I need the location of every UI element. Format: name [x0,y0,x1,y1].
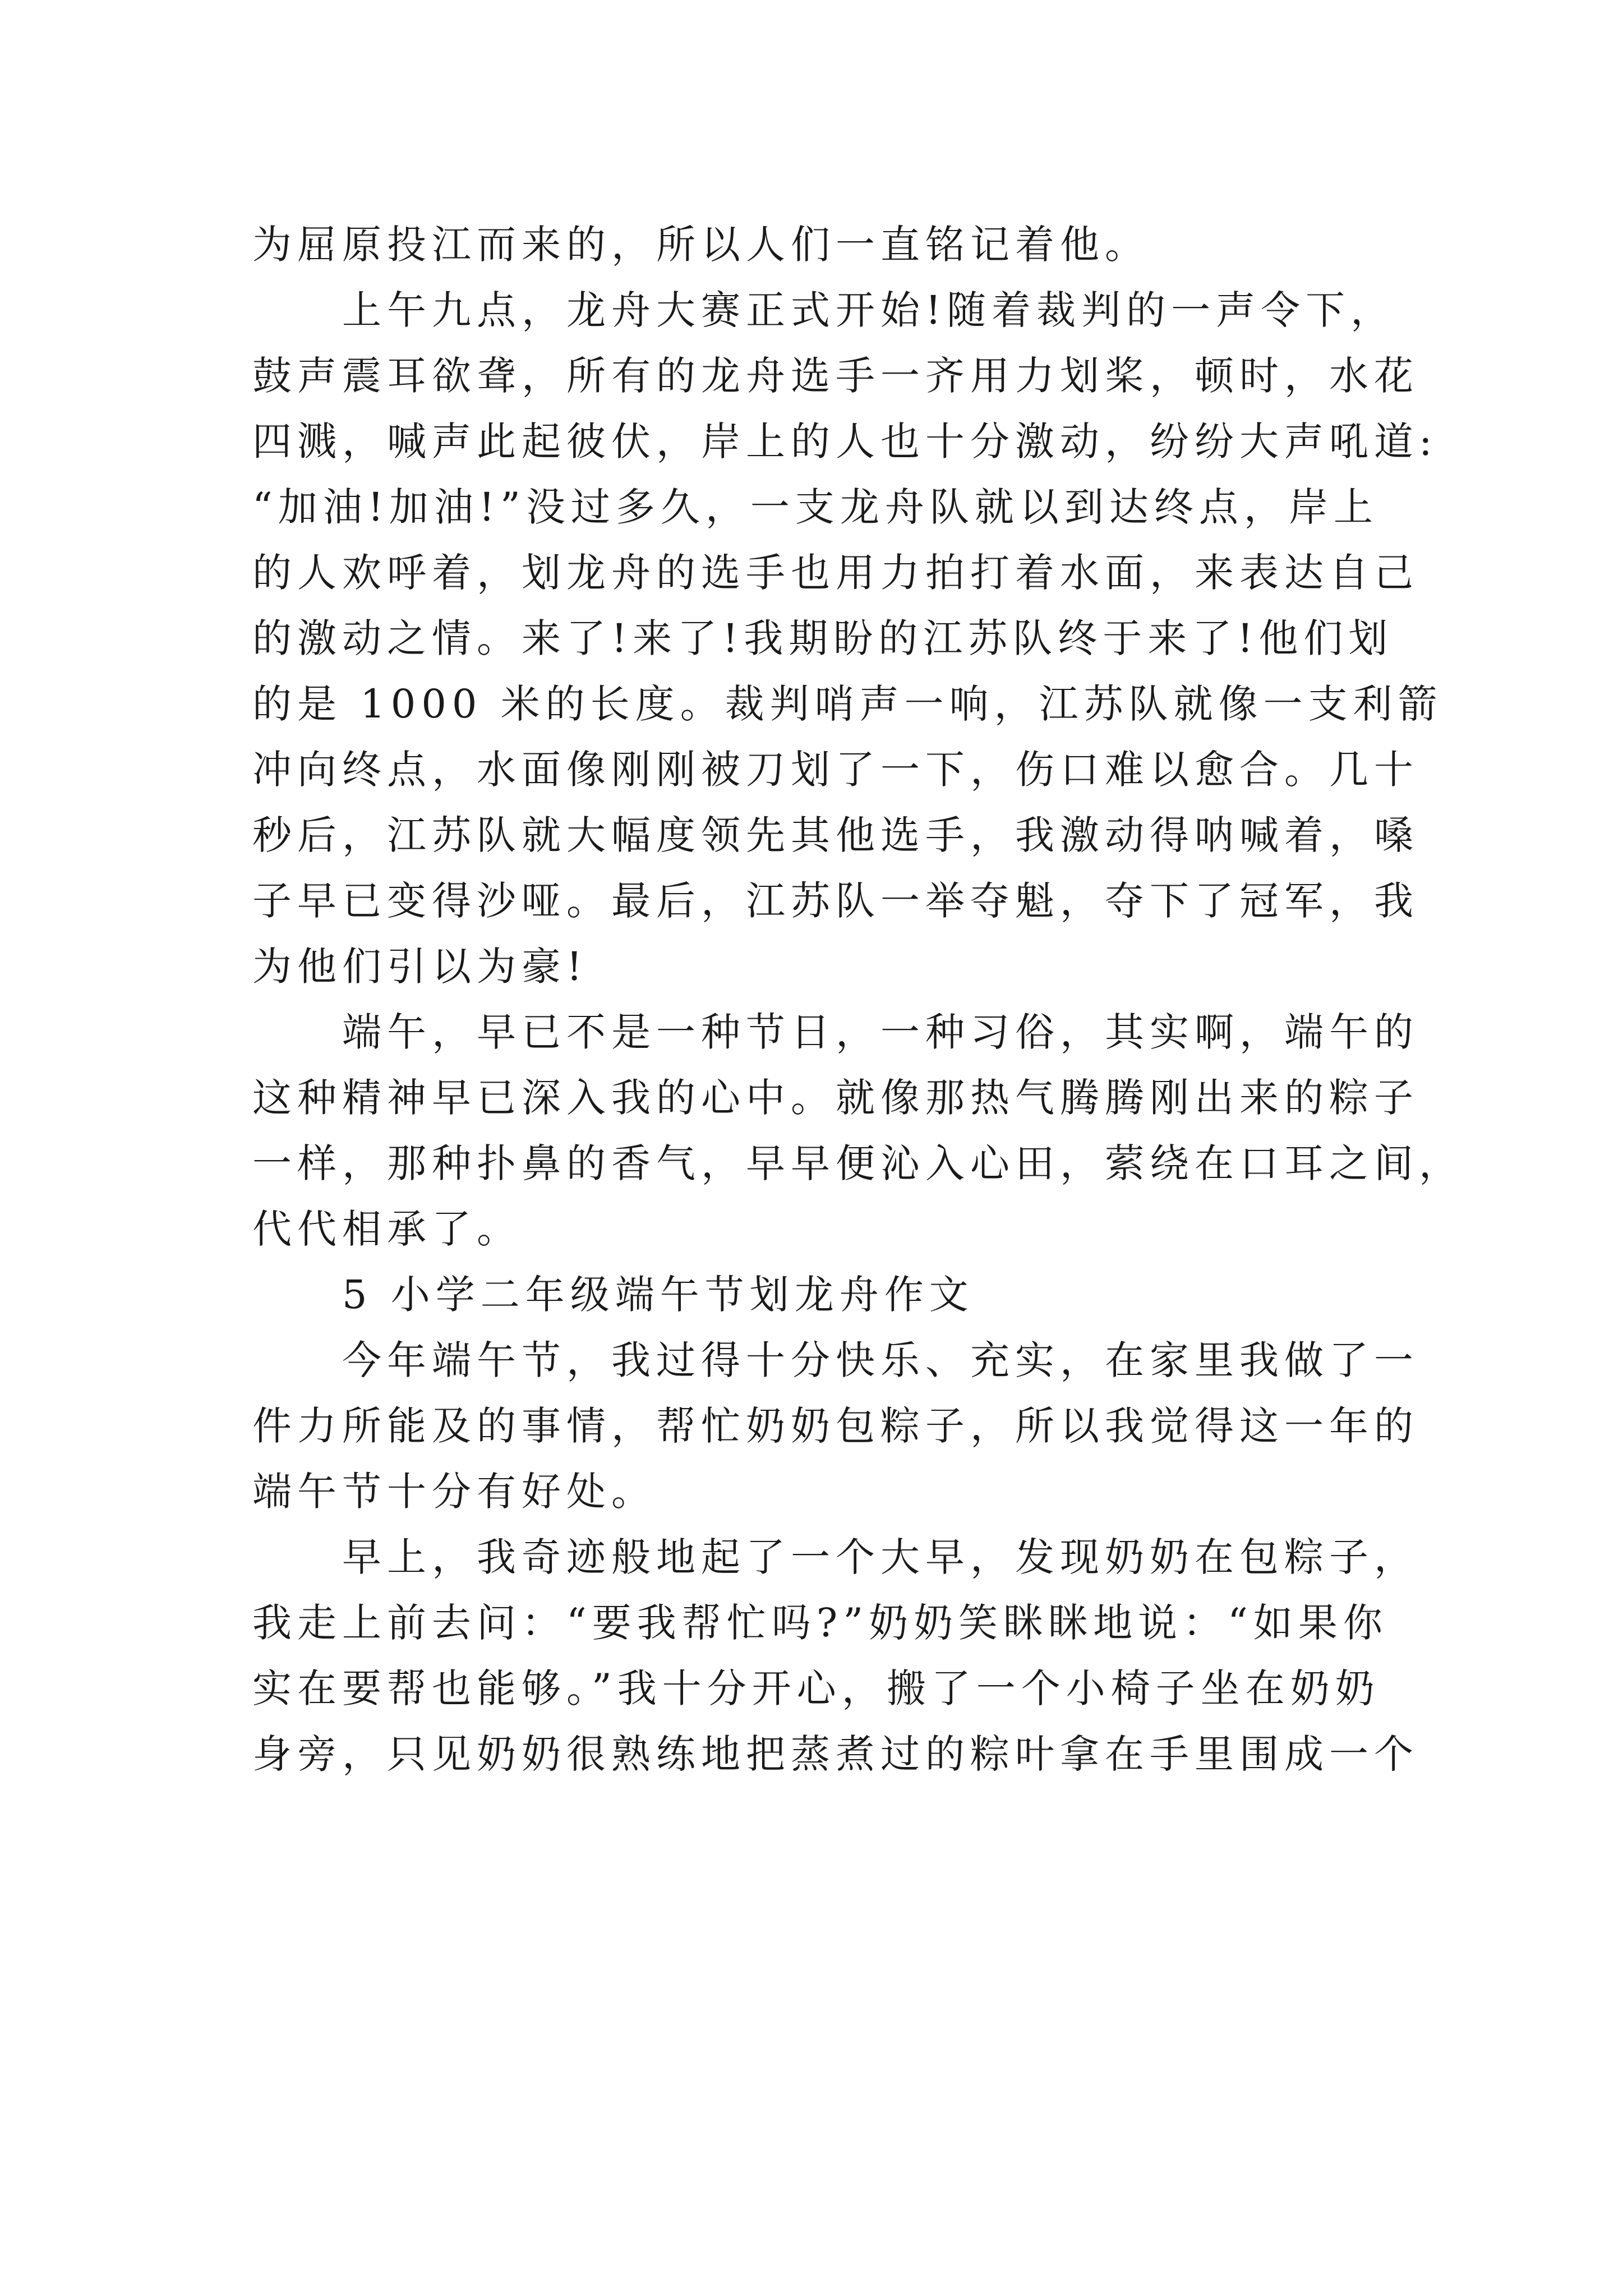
text-line: 件力所能及的事情，帮忙奶奶包粽子，所以我觉得这一年的 [252,1403,1419,1449]
text-line: 子早已变得沙哑。最后，江苏队一举夺魁，夺下了冠军，我 [252,878,1419,924]
heading-line: 5 小学二年级端午节划龙舟作文 [342,1272,974,1318]
text-line: 代代相承了。 [252,1206,522,1252]
text-line: 为他们引以为豪! [252,944,588,990]
text-line: 身旁，只见奶奶很熟练地把蒸煮过的粽叶拿在手里围成一个 [252,1731,1419,1777]
paragraph [252,1328,1419,1525]
text-line: 的激动之情。来了!来了!我期盼的江苏队终于来了!他们划 [252,615,1394,661]
text-line: 的是 1000 米的长度。裁判哨声一响，江苏队就像一支利箭 [252,681,1443,727]
text-line: 今年端午节，我过得十分快乐、充实，在家里我做了一 [342,1337,1419,1383]
text-line: 我走上前去问：“要我帮忙吗?”奶奶笑眯眯地说：“如果你 [252,1600,1388,1646]
text-line: 这种精神早已深入我的心中。就像那热气腾腾刚出来的粽子 [252,1075,1419,1121]
text-line: 实在要帮也能够。”我十分开心，搬了一个小椅子坐在奶奶 [252,1665,1380,1711]
text-line: 四溅，喊声此起彼伏，岸上的人也十分激动，纷纷大声吼道: [252,418,1438,464]
text-line: 端午节十分有好处。 [252,1469,656,1515]
text-line: 为屈原投江而来的，所以人们一直铭记着他。 [252,222,1150,268]
paragraph [252,1525,1419,1787]
paragraph [252,212,1385,278]
text-line: 鼓声震耳欲聋，所有的龙舟选手一齐用力划桨，顿时，水花 [252,353,1419,399]
text-line: “加油!加油!”没过多久，一支龙舟队就以到达终点，岸上 [252,484,1378,530]
section-heading [252,1262,1385,1328]
text-line: 的人欢呼着，划龙舟的选手也用力拍打着水面，来表达自己 [252,550,1419,596]
text-line: 端午，早已不是一种节日，一种习俗，其实啊，端午的 [342,1009,1419,1055]
paragraph [252,1000,1464,1262]
text-line: 上午九点，龙舟大赛正式开始!随着裁判的一声令下， [342,287,1396,333]
paragraph [252,278,1443,1000]
text-line: 冲向终点，水面像刚刚被刀划了一下，伤口难以愈合。几十 [252,747,1419,793]
text-line: 早上，我奇迹般地起了一个大早，发现奶奶在包粽子， [342,1534,1419,1580]
text-line: 一样，那种扑鼻的香气，早早便沁入心田，萦绕在口耳之间， [252,1140,1464,1186]
document-body [252,212,1464,1787]
text-line: 秒后，江苏队就大幅度领先其他选手，我激动得呐喊着，嗓 [252,812,1419,858]
